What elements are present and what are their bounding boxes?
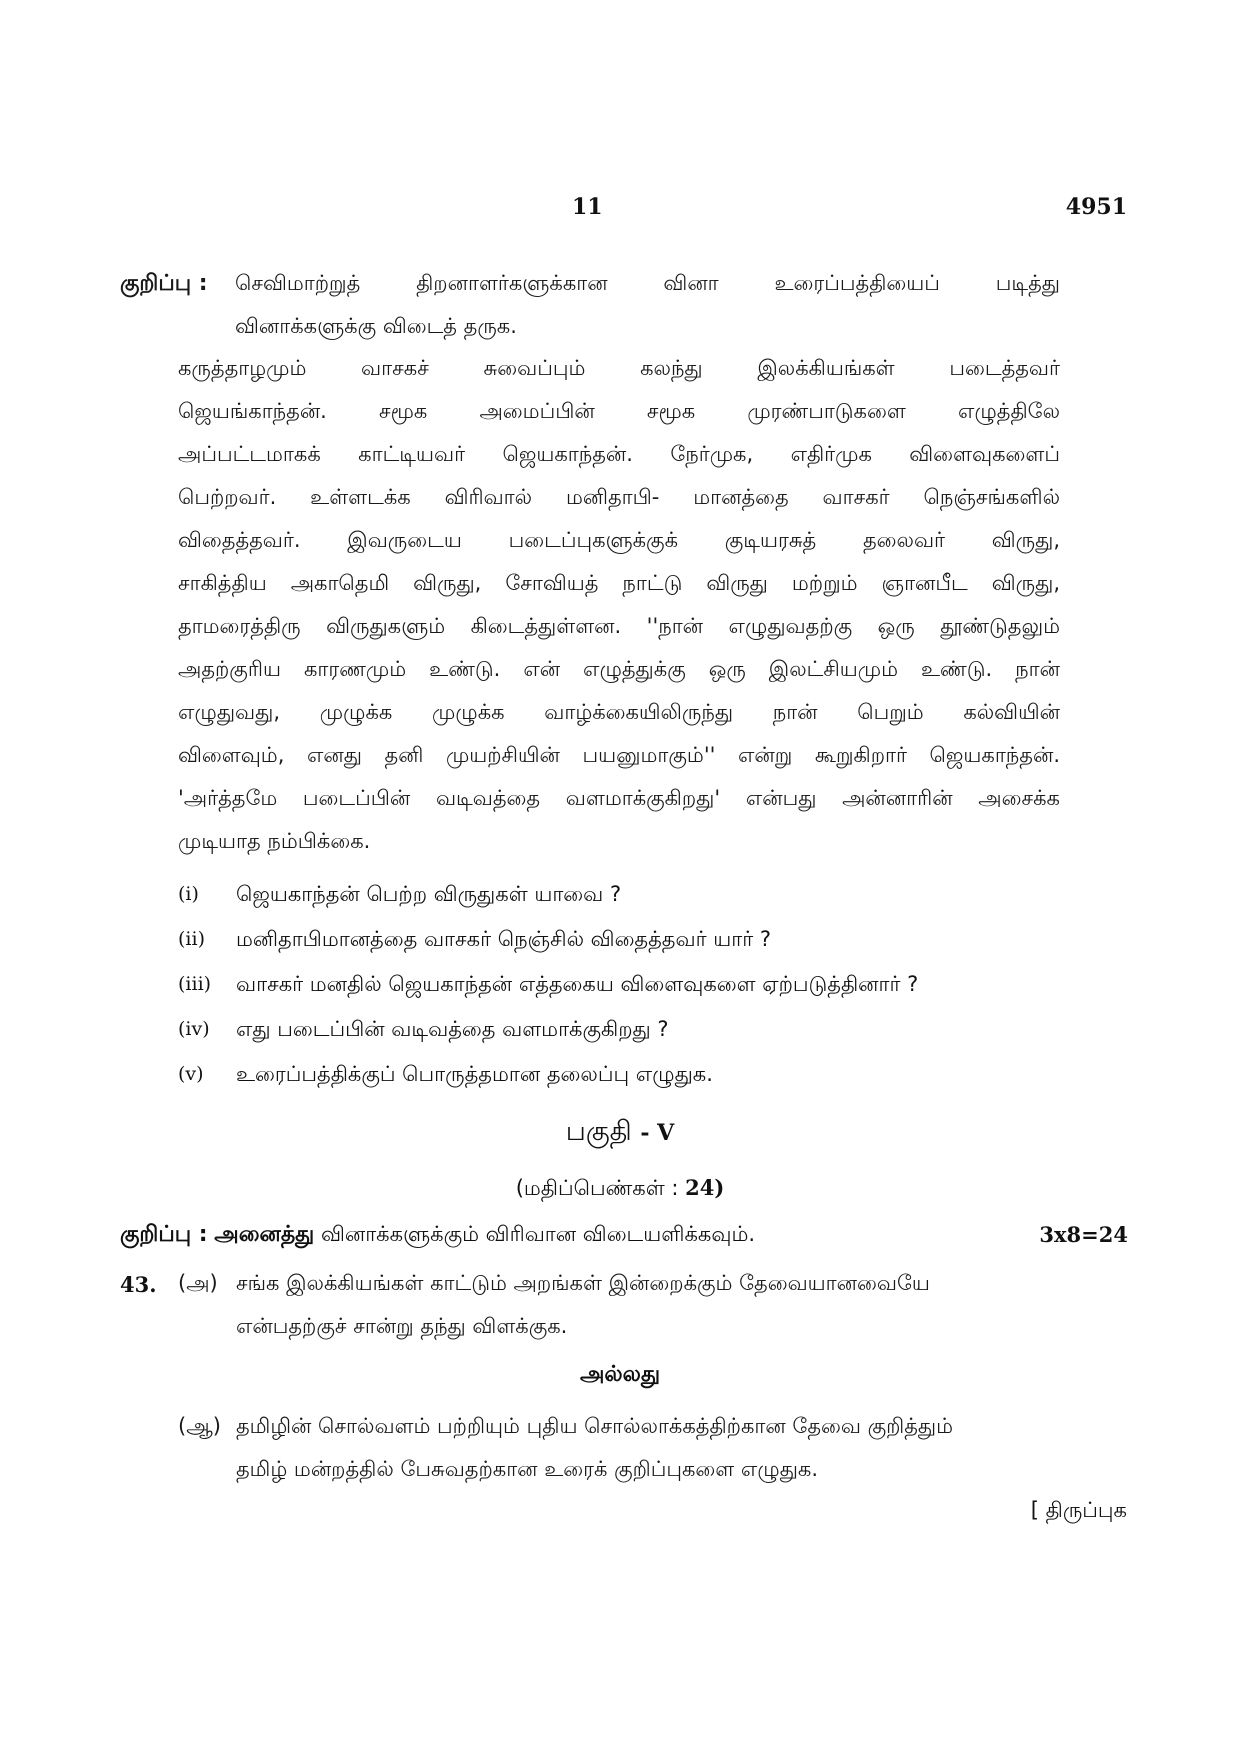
question-item <box>178 962 1058 1007</box>
section-marks <box>0 1175 1240 1203</box>
page-number: 11 <box>572 194 603 220</box>
question-item <box>178 1052 1058 1097</box>
question-text: மனிதாபிமானத்தை வாசகர் நெஞ்சில் விதைத்தவர் யார் ? <box>236 927 771 951</box>
note-2 <box>120 1222 755 1250</box>
question-number: (ii) <box>178 928 205 950</box>
section-marks-value: 24) <box>685 1175 725 1200</box>
comprehension-passage <box>178 347 1060 863</box>
option-a-line: சங்க இலக்கியங்கள் காட்டும் அறங்கள் இன்றைக்கும் தேவையானவையே <box>236 1271 930 1295</box>
question-text: ஜெயகாந்தன் பெற்ற விருதுகள் யாவை ? <box>236 882 622 906</box>
passage-questions <box>178 872 1058 1097</box>
marks-scheme: 3x8=24 <box>1039 1222 1128 1247</box>
question-item <box>178 1007 1058 1052</box>
option-a-marker: (அ) <box>178 1271 218 1295</box>
passage-line: அப்பட்டமாகக் காட்டியவர் ஜெயகாந்தன். நேர்முக, எதிர்முக விளைவுகளைப் <box>178 442 1060 466</box>
section-number: - V <box>640 1120 675 1146</box>
option-b-marker: (ஆ) <box>178 1414 221 1438</box>
turn-over-label: [ திருப்புக <box>1030 1498 1127 1522</box>
question-text: வாசகர் மனதில் ஜெயகாந்தன் எத்தகைய விளைவுகளை ஏற்படுத்தினார் ? <box>236 972 919 996</box>
question-item <box>178 917 1058 962</box>
question-item <box>178 872 1058 917</box>
passage-line: ஜெயங்காந்தன். சமூக அமைப்பின் சமூக முரண்பாடுகளை எழுத்திலே <box>178 399 1060 423</box>
passage-line: தாமரைத்திரு விருதுகளும் கிடைத்துள்ளன. ''நான் எழுதுவதற்கு ஒரு தூண்டுதலும் <box>178 614 1060 638</box>
passage-line: கருத்தாழமும் வாசகச் சுவைப்பும் கலந்து இலக்கியங்கள் படைத்தவர் <box>178 356 1060 380</box>
option-b-line: தமிழின் சொல்வளம் பற்றியும் புதிய சொல்லாக்கத்திற்கான தேவை குறித்தும் <box>236 1414 954 1438</box>
passage-line: அதற்குரிய காரணமும் உண்டு. என் எழுத்துக்கு ஒரு இலட்சியமும் உண்டு. நான் <box>178 657 1060 681</box>
passage-line: விதைத்தவர். இவருடைய படைப்புகளுக்குக் குடியரசுத் தலைவர் விருது, <box>178 528 1060 552</box>
section-title <box>0 1116 1240 1151</box>
note-2-text: வினாக்களுக்கும் விரிவான விடையளிக்கவும். <box>320 1222 756 1246</box>
option-a-line: என்பதற்குச் சான்று தந்து விளக்குக. <box>236 1314 568 1338</box>
note-2-label: குறிப்பு : <box>120 1222 208 1247</box>
or-label: அல்லது <box>579 1362 661 1387</box>
passage-line: விளைவும், எனது தனி முயற்சியின் பயனுமாகும்'' என்று கூறுகிறார் ஜெயகாந்தன். <box>178 743 1060 767</box>
paper-code: 4951 <box>1065 194 1127 220</box>
passage-line: எழுதுவது, முழுக்க முழுக்க வாழ்க்கையிலிருந்து நான் பெறும் கல்வியின் <box>178 700 1060 724</box>
passage-line: பெற்றவர். உள்ளடக்க விரிவால் மனிதாபி- மானத்தை வாசகர் நெஞ்சங்களில் <box>178 485 1060 509</box>
question-number: (iii) <box>178 973 212 995</box>
option-b-line: தமிழ் மன்றத்தில் பேசுவதற்கான உரைக் குறிப்புகளை எழுதுக. <box>236 1457 819 1481</box>
question-number: (v) <box>178 1063 204 1085</box>
option-b-text <box>236 1405 1058 1491</box>
question-text: உரைப்பத்திக்குப் பொருத்தமான தலைப்பு எழுதுக. <box>236 1062 713 1086</box>
note-1-text <box>235 262 1060 348</box>
question-text: எது படைப்பின் வடிவத்தை வளமாக்குகிறது ? <box>236 1017 669 1041</box>
note-1-line: வினாக்களுக்கு விடைத் தருக. <box>235 314 517 338</box>
question-43-number: 43. <box>120 1272 157 1297</box>
passage-line: 'அர்த்தமே படைப்பின் வடிவத்தை வளமாக்குகிறது' என்பது அன்னாரின் அசைக்க <box>178 786 1060 810</box>
passage-line: முடியாத நம்பிக்கை. <box>178 829 371 853</box>
section-title-text: பகுதி <box>565 1116 632 1147</box>
section-marks-label: (மதிப்பெண்கள் : <box>515 1176 679 1200</box>
option-a-text <box>236 1262 1058 1348</box>
note-2-emphasis: அனைத்து <box>214 1222 315 1247</box>
question-number: (i) <box>178 883 199 905</box>
note-1-label: குறிப்பு : <box>120 271 208 296</box>
note-1-line: செவிமாற்றுத் திறனாளர்களுக்கான வினா உரைப்பத்தியைப் படித்து <box>235 271 1060 295</box>
passage-line: சாகித்திய அகாதெமி விருது, சோவியத் நாட்டு விருது மற்றும் ஞானபீட விருது, <box>178 571 1060 595</box>
question-number: (iv) <box>178 1018 210 1040</box>
